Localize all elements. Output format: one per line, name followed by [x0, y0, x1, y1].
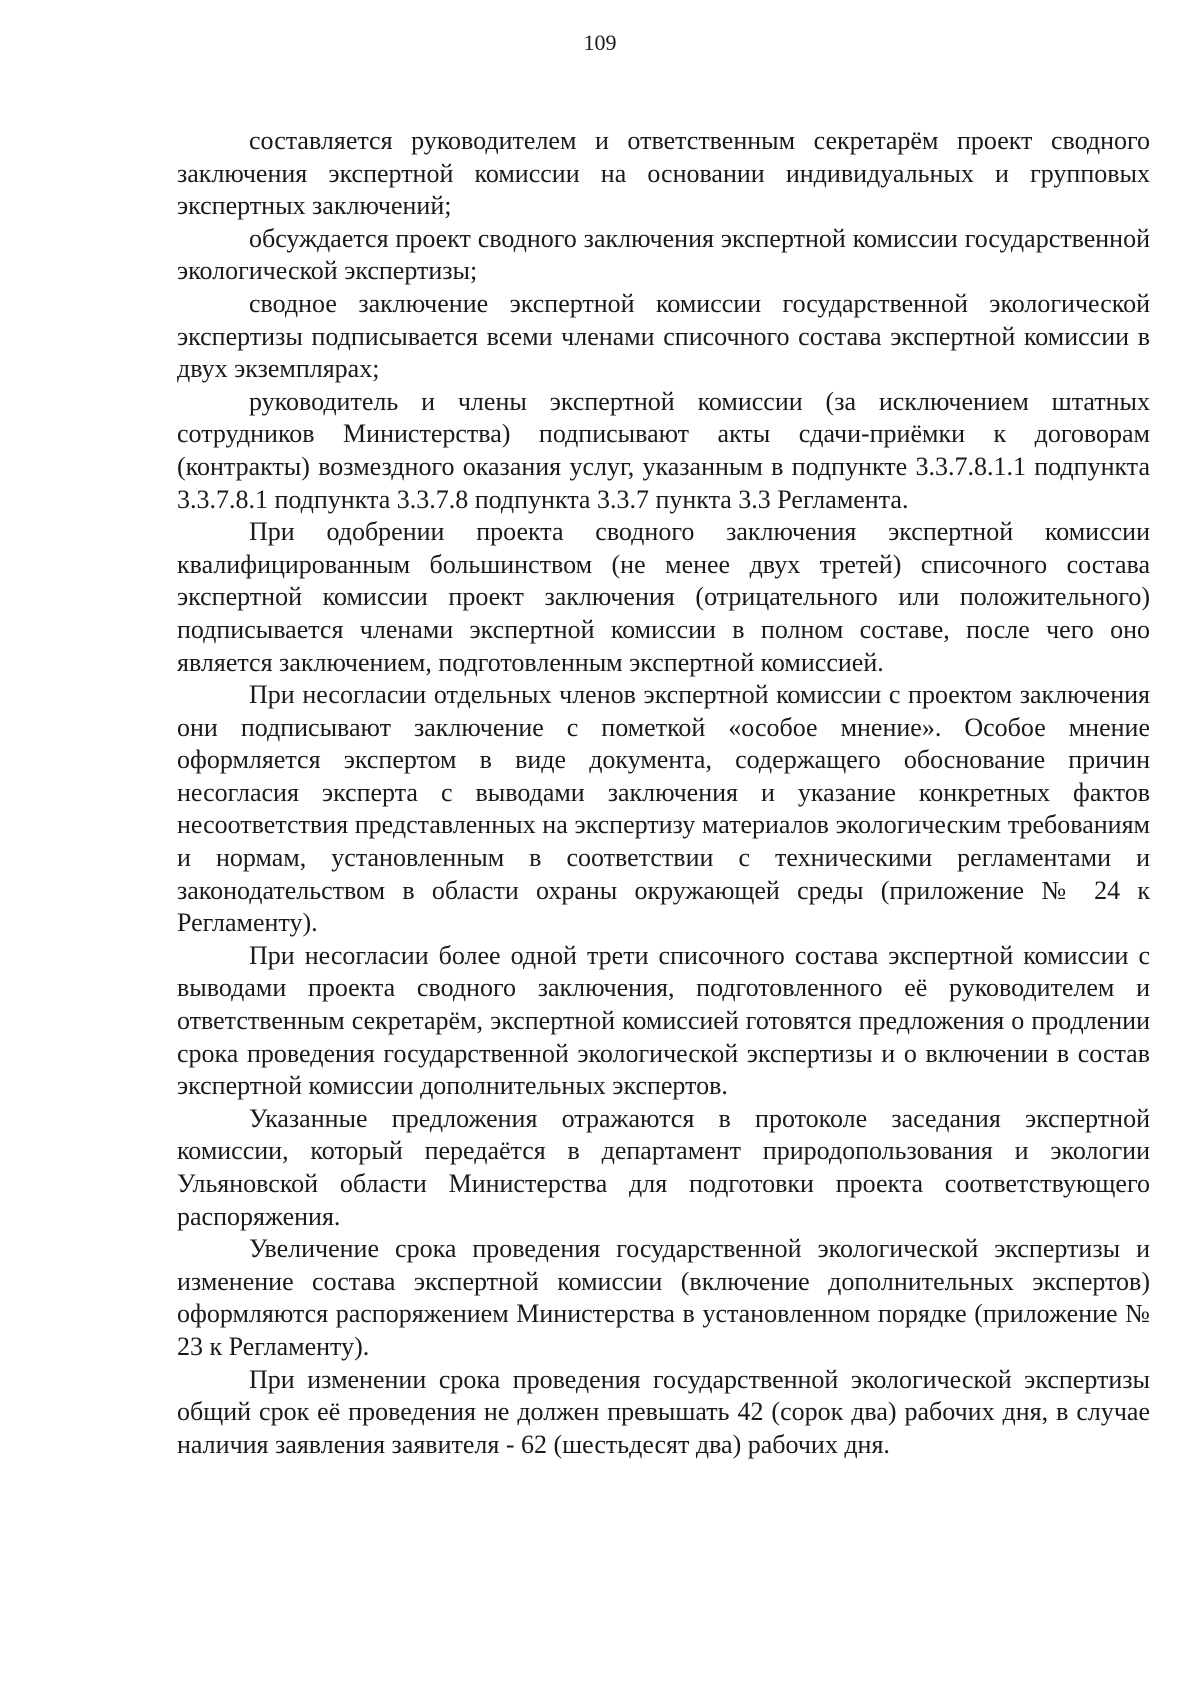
page-number: 109 — [583, 30, 617, 55]
document-body — [177, 125, 1150, 1461]
paragraph-6: При несогласии отдельных членов экспертной комиссии с проектом заключения они подписывают заключение с пометкой «особое мнение». Особое мнение оформляется экспертом в виде документа, содержащего обоснование причин несогласия эксперта с выводами заключения и указание конкретных фактов несоответствия представленных на экспертизу материалов экологическим требованиям и нормам, установленным в соответствии с техническими регламентами и законодательством в области охраны окружающей среды (приложение № 24 к Регламенту). — [177, 680, 1150, 938]
paragraph-2: обсуждается проект сводного заключения экспертной комиссии государственной экологической экспертизы; — [177, 223, 1150, 286]
paragraph-1: составляется руководителем и ответственным секретарём проект сводного заключения экспертной комиссии на основании индивидуальных и групповых экспертных заключений; — [177, 126, 1150, 221]
paragraph-4: руководитель и члены экспертной комиссии (за исключением штатных сотрудников Министерства) подписывают акты сдачи-приёмки к договорам (контракты) возмездного оказания услуг, указанным в подпункте 3.3.7.8.1.1 подпункта 3.3.7.8.1 подпункта 3.3.7.8 подпункта 3.3.7 пункта 3.3 Регламента. — [177, 386, 1150, 514]
paragraph-3: сводное заключение экспертной комиссии государственной экологической экспертизы подписывается всеми членами списочного состава экспертной комиссии в двух экземплярах; — [177, 288, 1150, 384]
paragraph-5: При одобрении проекта сводного заключения экспертной комиссии квалифицированным большинством (не менее двух третей) списочного состава экспертной комиссии проект заключения (отрицательного или положительного) подписывается членами экспертной комиссии в полном составе, после чего оно является заключением, подготовленным экспертной комиссией. — [177, 517, 1150, 677]
paragraph-7: При несогласии более одной трети списочного состава экспертной комиссии с выводами проекта сводного заключения, подготовленного её руководителем и ответственным секретарём, экспертной комиссией готовятся предложения о продлении срока проведения государственной экологической экспертизы и о включении в состав экспертной комиссии дополнительных экспертов. — [177, 940, 1150, 1101]
paragraph-9: Увеличение срока проведения государственной экологической экспертизы и изменение состава экспертной комиссии (включение дополнительных экспертов) оформляются распоряжением Министерства в установленном порядке (приложение № 23 к Регламенту). — [177, 1234, 1150, 1361]
paragraph-8: Указанные предложения отражаются в протоколе заседания экспертной комиссии, который передаётся в департамент природопользования и экологии Ульяновской области Министерства для подготовки проекта соответствующего распоряжения. — [177, 1103, 1150, 1231]
paragraph-10: При изменении срока проведения государственной экологической экспертизы общий срок её проведения не должен превышать 42 (сорок два) рабочих дня, в случае наличия заявления заявителя - 62 (шестьдесят два) рабочих дня. — [177, 1364, 1150, 1459]
